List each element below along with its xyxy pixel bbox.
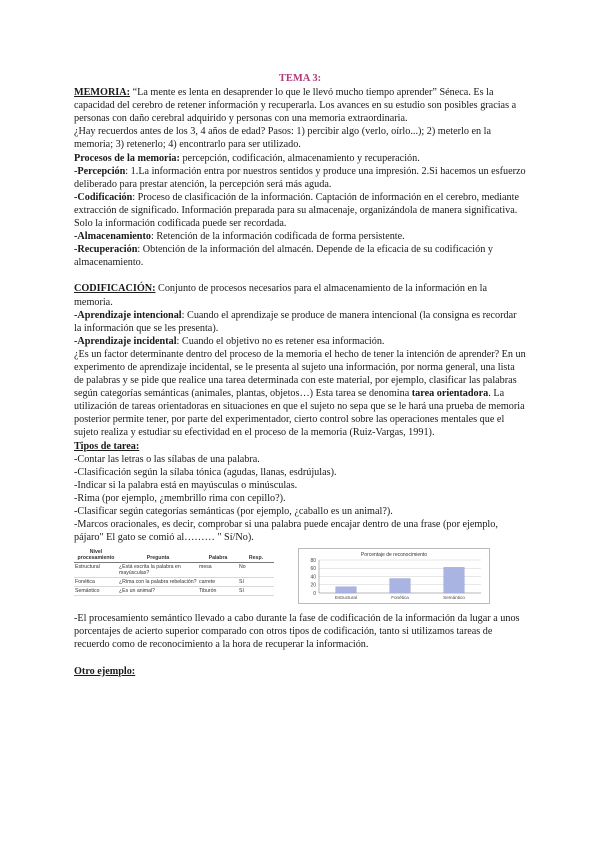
tipo-item: -Rima (por ejemplo, ¿membrillo rima con cepillo?). — [74, 492, 286, 504]
tipos-heading: Tipos de tarea: — [74, 440, 140, 452]
table-header-cell: Resp. — [238, 548, 274, 563]
almacenamiento-paragraph — [74, 230, 526, 243]
memoria-paragraph — [74, 86, 526, 125]
aprendizaje-intencional-text: : Cuando el aprendizaje se produce de manera intencional (la consigna es recordar la información que se les presenta). — [74, 309, 517, 334]
chart-y-tick-label: 0 — [313, 591, 316, 598]
table-row — [74, 587, 274, 596]
aprendizaje-incidental-heading: -Aprendizaje incidental — [74, 335, 177, 347]
percepcion-paragraph — [74, 165, 526, 191]
recuperacion-heading: -Recuperación — [74, 244, 138, 256]
document-title: TEMA 3: — [278, 73, 322, 84]
chart-y-tick-label: 60 — [310, 566, 316, 573]
table-cell: Estructural — [74, 563, 118, 578]
table-cell: Sí — [238, 578, 274, 587]
table-header-cell: Palabra — [198, 548, 238, 563]
aprendizaje-incidental-paragraph — [74, 335, 526, 348]
factor-paragraph — [74, 348, 526, 440]
codificacion-paragraph — [74, 191, 526, 230]
otro-ejemplo-heading: Otro ejemplo: — [74, 665, 136, 677]
recuperacion-text: : Obtención de la información del almacén. Depende de la eficacia de su codificación y almacenamiento. — [74, 244, 493, 269]
procesos-text: percepción, codificación, almacenamiento y recuperación. — [179, 152, 420, 164]
chart-y-tick-label: 20 — [310, 582, 316, 589]
processing-levels-table — [74, 548, 274, 596]
final-paragraph: -El procesamiento semántico llevado a cabo durante la fase de codificación de la información da lugar a unos porcentajes de acierto superior comparado con otros tipos de codificación, tanto si utilizamos tareas de recuerdo como de reconocimiento a la hora de recuperar la información. — [74, 613, 520, 651]
almacenamiento-heading: -Almacenamiento — [74, 231, 151, 243]
table-row — [74, 578, 274, 587]
chart-title: Porcentaje de reconocimiento — [360, 552, 428, 559]
table-cell: mesa — [198, 563, 238, 578]
table-cell: Tiburón — [198, 587, 238, 596]
tarea-orientadora-term: tarea orientadora — [411, 388, 489, 400]
chart-y-tick-label: 80 — [310, 558, 316, 565]
table-cell: ¿Rima con la palabra rebelación? — [119, 579, 197, 586]
table-cell: carrete — [198, 578, 238, 587]
percepcion-heading: -Percepción — [74, 165, 126, 177]
codificacion-section-paragraph — [74, 282, 526, 308]
procesos-paragraph — [74, 152, 526, 165]
percepcion-text: : 1.La información entra por nuestros sentidos y produce una impresión. 2.Si hacemos un esfuerzo deliberado para prestar atención, la percepción será más aguda. — [74, 165, 526, 190]
table-cell: Semántico — [74, 587, 118, 596]
aprendizaje-intencional-paragraph — [74, 309, 526, 335]
codificacion-section-text: Conjunto de procesos necesarios para el almacenamiento de la información en la memoria. — [74, 283, 488, 308]
chart-svg — [299, 549, 489, 603]
recognition-chart — [298, 548, 490, 604]
almacenamiento-text: : Retención de la información codificada de forma persistente. — [150, 231, 405, 243]
chart-x-tick-label: Semántico — [443, 595, 465, 601]
codificacion-heading: -Codificación — [74, 191, 133, 203]
chart-bar — [390, 579, 411, 593]
tipo-item: -Clasificación según la sílaba tónica (agudas, llanas, esdrújulas). — [74, 466, 337, 478]
aprendizaje-intencional-heading: -Aprendizaje intencional — [74, 309, 182, 321]
table-header-cell: Pregunta — [118, 548, 198, 563]
chart-bar — [336, 587, 357, 593]
table-header-row — [74, 548, 274, 563]
factor-text-2: . La utilización de tareas orientadoras en situaciones en que el sujeto no sepa que se le hará una prueba de memoria posterior permite tener, por parte del experimentador, cierto control sobre las operaciones mentales que el sujeto realiza y estudiar su efectividad en el proceso de la memoria (Ruiz-Vargas, 1991). — [74, 388, 525, 439]
procesos-heading: Procesos de la memoria: — [74, 152, 180, 164]
aprendizaje-incidental-text: : Cuando el objetivo no es retener esa información. — [176, 335, 385, 347]
tipo-item: -Contar las letras o las sílabas de una palabra. — [74, 453, 260, 465]
tipo-item: -Marcos oracionales, es decir, comprobar si una palabra puede encajar dentro de una frase (por ejemplo, pájaro" El gato se comió al……… " Sí/No). — [74, 519, 498, 544]
codificacion-text: : Proceso de clasificación de la información. Captación de información en el cerebro, mediante extracción de significado. Información preparada para su almacenaje, organizándola de manera significativa. Solo la información codificada puede ser recordada. — [74, 191, 519, 230]
pasos-paragraph: ¿Hay recuerdos antes de los 3, 4 años de edad? Pasos: 1) percibir algo (verlo, oírlo...); 2) meterlo en la memoria; 3) retenerlo; 4) encontrarlo para ser utilizado. — [74, 126, 491, 151]
table-cell: Sí — [238, 587, 274, 596]
recuperacion-paragraph — [74, 243, 526, 269]
codificacion-section-heading: CODIFICACIÓN: — [74, 283, 156, 295]
table-cell: Fonética — [74, 578, 118, 587]
memoria-heading: MEMORIA: — [74, 87, 131, 99]
figure — [74, 548, 526, 604]
chart-bar — [444, 568, 465, 594]
chart-y-tick-label: 40 — [310, 574, 316, 581]
table-row — [74, 563, 274, 578]
paragraph-spacer — [74, 269, 526, 282]
memoria-text: “La mente es lenta en desaprender lo que le llevó mucho tiempo aprender” Séneca. Es la capacidad del cerebro de retener información y recuperarla. Los avances en su estudio son posibles gracias a personas con daño cerebral adquirido y personas con una memoria extraordinaria. — [74, 87, 517, 125]
table-cell: ¿Está escrita la palabra en mayúsculas? — [118, 563, 198, 578]
chart-x-tick-label: Estructural — [335, 595, 357, 601]
factor-text-1: ¿Es un factor determinante dentro del proceso de la memoria el hecho de tener la intención de aprender? En un experimento de aprendizaje incidental, se le presenta al sujeto una información, por norma general, una lista de palabras y se pide que realice una tarea determinada con este material, por ejemplo, clasificar las palabras según categorías semánticas (animales, plantas, objetos…) Esta tarea se denomina — [74, 348, 526, 400]
table-header-cell: Nivel procesamiento — [74, 548, 118, 563]
paragraph-spacer — [74, 652, 526, 665]
tipo-item: -Clasificar según categorías semánticas (por ejemplo, ¿caballo es un animal?). — [74, 506, 393, 517]
chart-x-tick-label: Fonética — [391, 595, 409, 601]
document-page — [74, 72, 526, 678]
table-cell: No — [238, 563, 274, 578]
table-cell: ¿Es un animal? — [118, 587, 198, 596]
tipo-item: -Indicar si la palabra está en mayúsculas o minúsculas. — [74, 479, 298, 491]
